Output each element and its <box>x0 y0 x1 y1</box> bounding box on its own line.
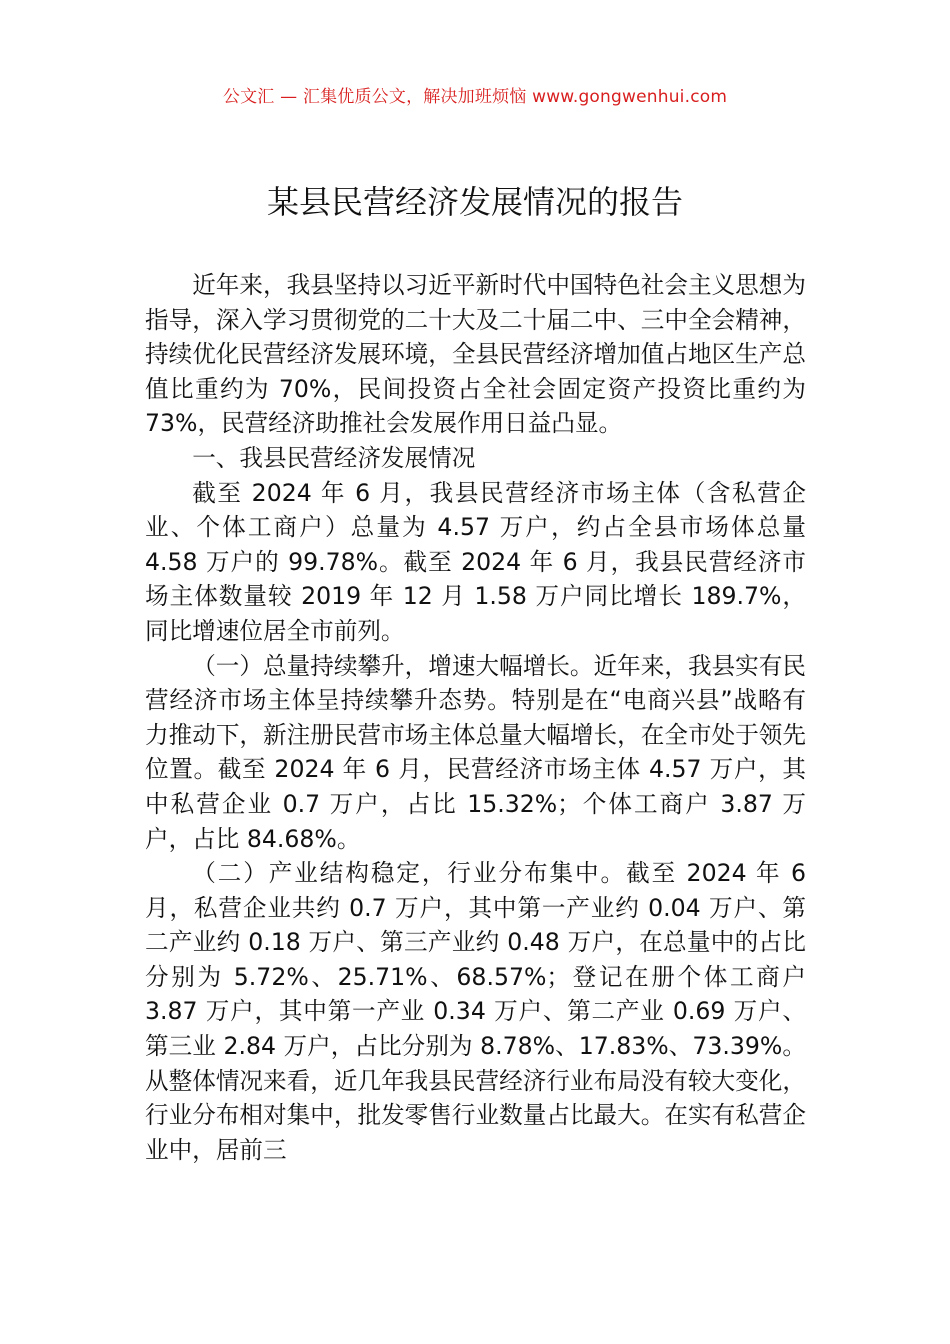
site-header-banner: 公文汇 — 汇集优质公文，解决加班烦恼 www.gongwenhui.com <box>222 87 728 107</box>
paragraph-overview: 截至 2024 年 6 月，我县民营经济市场主体（含私营企业、个体工商户）总量为 4.57 万户，约占全县市场体总量 4.58 万户的 99.78%。截至 2024 年 6 月，我县民营经济市场主体数量较 2019 年 12 月 1.58 万户同比增长 189.7%，同比增速位居全市前列。 <box>145 478 806 645</box>
paragraph-subsection-1: （一）总量持续攀升，增速大幅增长。近年来，我县实有民营经济市场主体呈持续攀升态势。特别是在“电商兴县”战略有力推动下，新注册民营市场主体总量大幅增长，在全市处于领先位置。截至 2024 年 6 月，民营经济市场主体 4.57 万户，其中私营企业 0.7 万户，占比 15.32%；个体工商户 3.87 万户，占比 84.68%。 <box>145 651 806 853</box>
section-heading-1: 一、我县民营经济发展情况 <box>192 443 476 472</box>
paragraph-intro: 近年来，我县坚持以习近平新时代中国特色社会主义思想为指导，深入学习贯彻党的二十大及二十届二中、三中全会精神，持续优化民营经济发展环境，全县民营经济增加值占地区生产总值比重约为 70%，民间投资占全社会固定资产投资比重约为 73%，民营经济助推社会发展作用日益凸显。 <box>145 271 806 438</box>
paragraph-subsection-2: （二）产业结构稳定，行业分布集中。截至 2024 年 6 月，私营企业共约 0.7 万户，其中第一产业约 0.04 万户、第二产业约 0.18 万户、第三产业约 0.48 万户，在总量中的占比分别为 5.72%、25.71%、68.57%；登记在册个体工商户 3.87 万户，其中第一产业 0.34 万户、第二产业 0.69 万户、第三业 2.84 万户，占比分别为 8.78%、17.83%、73.39%。从整体情况来看，近几年我县民营经济行业布局没有较大变化，行业分布相对集中，批发零售行业数量占比最大。在实有私营企业中，居前三 <box>145 859 806 1164</box>
document-title: 某县民营经济发展情况的报告 <box>266 183 683 221</box>
document-body <box>145 268 806 1167</box>
